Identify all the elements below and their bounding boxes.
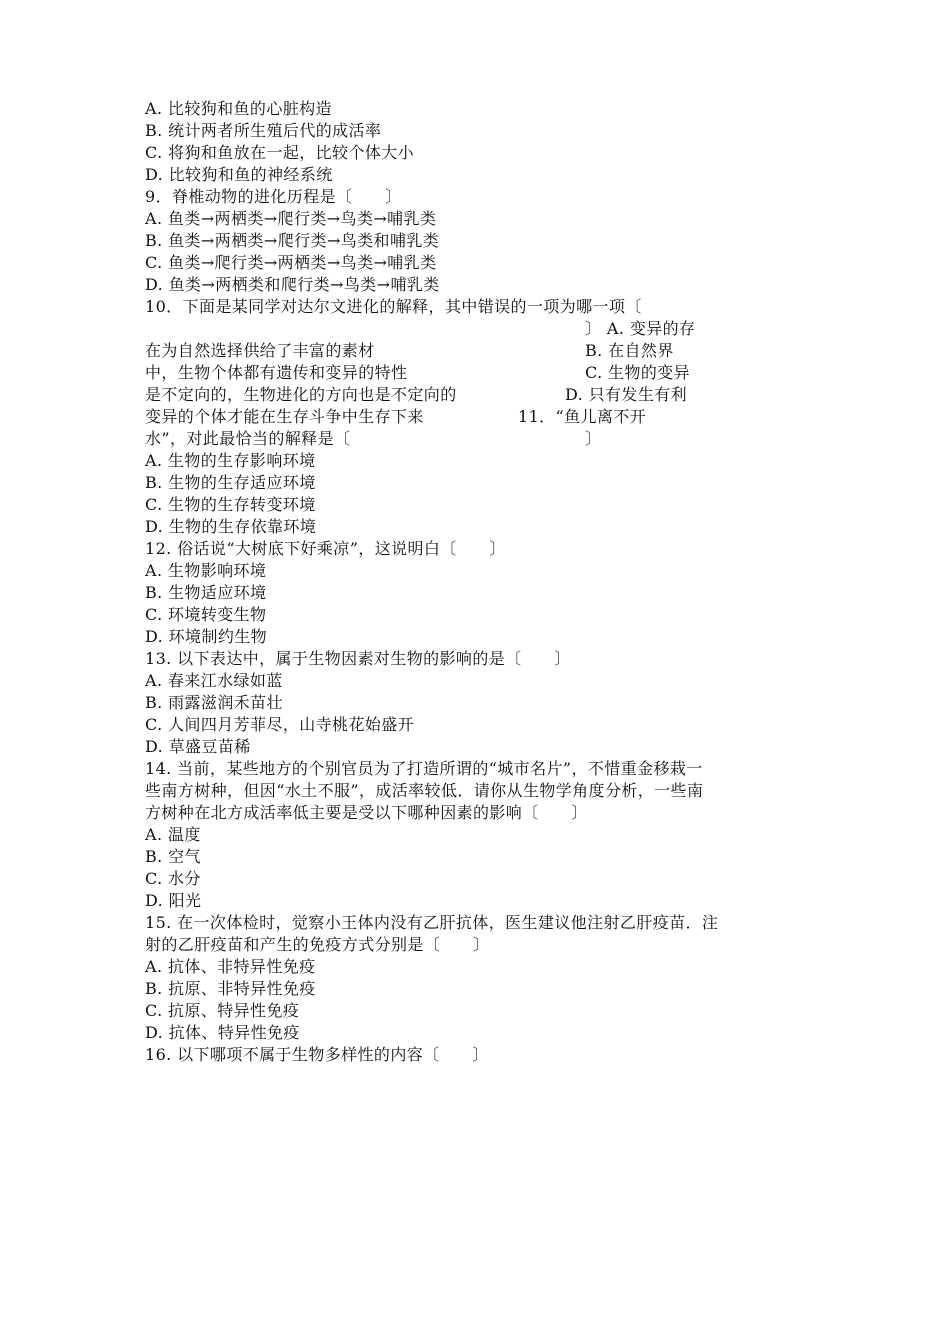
q11-option-a: A. 生物的生存影响环境 — [145, 451, 316, 470]
q10-stem: 10．下面是某同学对达尔文进化的解释，其中错误的一项为哪一项〔 — [145, 297, 642, 316]
q10-option-b-start: B. 在自然界 — [585, 341, 674, 360]
q12-option-a: A. 生物影响环境 — [145, 561, 267, 580]
q14-option-b: B. 空气 — [145, 847, 201, 866]
q10-option-d-end: 变异的个体才能在生存斗争中生存下来 — [145, 407, 424, 426]
q15-option-a: A. 抗体、非特异性免疫 — [145, 957, 316, 976]
q11-option-c: C. 生物的生存转变环境 — [145, 495, 316, 514]
q14-stem-line-3: 方树种在北方成活率低主要是受以下哪种因素的影响〔 〕 — [145, 803, 588, 822]
q12-option-c: C. 环境转变生物 — [145, 605, 267, 624]
q10-option-c-start: C. 生物的变异 — [585, 363, 691, 382]
q15-stem-line-1: 15. 在一次体检时，觉察小王体内没有乙肝抗体，医生建议他注射乙肝疫苗．注 — [145, 913, 719, 932]
q13-option-a: A. 春来江水绿如蓝 — [145, 671, 283, 690]
q11-option-d: D. 生物的生存依靠环境 — [145, 517, 317, 536]
q11-bracket-close: 〕 — [585, 429, 602, 448]
q8-option-c: C. 将狗和鱼放在一起，比较个体大小 — [145, 143, 415, 162]
q16-stem: 16. 以下哪项不属于生物多样性的内容〔 〕 — [145, 1045, 489, 1064]
q13-option-b: B. 雨露滋润禾苗壮 — [145, 693, 283, 712]
q8-option-b: B. 统计两者所生殖后代的成活率 — [145, 121, 382, 140]
q9-option-b: B. 鱼类→两栖类→爬行类→鸟类和哺乳类 — [145, 231, 440, 250]
q14-option-a: A. 温度 — [145, 825, 201, 844]
q9-option-d: D. 鱼类→两栖类和爬行类→鸟类→哺乳类 — [145, 275, 440, 294]
q13-stem: 13. 以下表达中，属于生物因素对生物的影响的是〔 〕 — [145, 649, 571, 668]
q10-option-c-end: 是不定向的，生物进化的方向也是不定向的 — [145, 385, 457, 404]
q12-stem: 12. 俗话说“大树底下好乘凉”，这说明白〔 〕 — [145, 539, 506, 558]
q11-stem-start: 11．“鱼儿离不开 — [518, 407, 647, 426]
q9-option-a: A. 鱼类→两栖类→爬行类→鸟类→哺乳类 — [145, 209, 437, 228]
q12-option-b: B. 生物适应环境 — [145, 583, 267, 602]
q8-option-a: A. 比较狗和鱼的心脏构造 — [145, 99, 332, 118]
q13-option-d: D. 草盛豆苗稀 — [145, 737, 251, 756]
q15-stem-line-2: 射的乙肝疫苗和产生的免疫方式分别是〔 〕 — [145, 935, 490, 954]
q14-stem-line-2: 些南方树种，但因“水土不服”，成活率较低．请你从生物学角度分析，一些南 — [145, 781, 704, 800]
q8-option-d: D. 比较狗和鱼的神经系统 — [145, 165, 333, 184]
q14-option-d: D. 阳光 — [145, 891, 202, 910]
q15-option-c: C. 抗原、特异性免疫 — [145, 1001, 300, 1020]
q9-option-c: C. 鱼类→爬行类→两栖类→鸟类→哺乳类 — [145, 253, 437, 272]
q15-option-d: D. 抗体、特异性免疫 — [145, 1023, 300, 1042]
q14-option-c: C. 水分 — [145, 869, 201, 888]
q11-stem-end: 水”，对此最恰当的解释是〔 — [145, 429, 351, 448]
q11-option-b: B. 生物的生存适应环境 — [145, 473, 316, 492]
q10-option-d-start: D. 只有发生有利 — [565, 385, 688, 404]
q10-option-a-end: 在为自然选择供给了丰富的素材 — [145, 341, 375, 360]
q14-stem-line-1: 14. 当前，某些地方的个别官员为了打造所谓的“城市名片”，不惜重金移栽一 — [145, 759, 703, 778]
q12-option-d: D. 环境制约生物 — [145, 627, 268, 646]
q9-stem: 9．脊椎动物的进化历程是〔 〕 — [145, 187, 402, 206]
q15-option-b: B. 抗原、非特异性免疫 — [145, 979, 316, 998]
q10-option-a-start: 〕 A. 变异的存 — [585, 319, 696, 338]
q10-option-b-end: 中，生物个体都有遗传和变异的特性 — [145, 363, 408, 382]
q13-option-c: C. 人间四月芳菲尽，山寺桃花始盛开 — [145, 715, 415, 734]
